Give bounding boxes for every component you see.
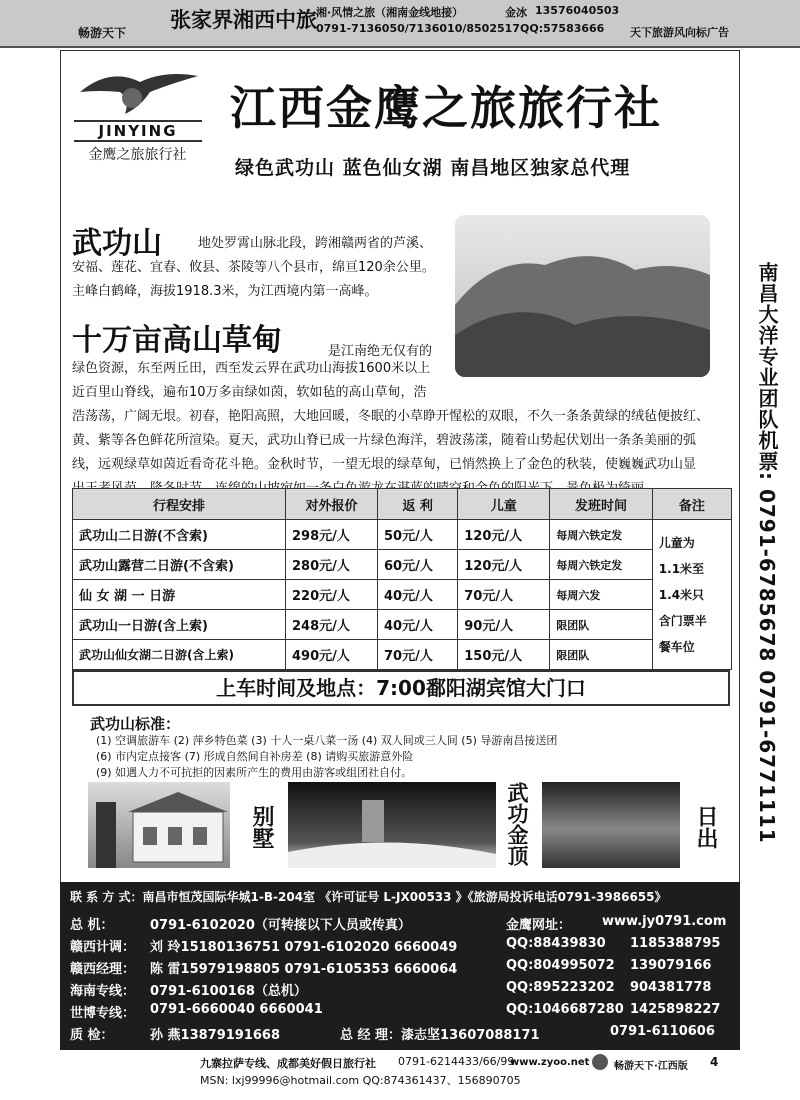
cell: 150元/人 (458, 640, 550, 670)
page-number: 4 (710, 1055, 719, 1069)
top-agency-name: 张家界湘西中旅 (170, 8, 317, 32)
contact-c: www.jy0791.com (602, 914, 727, 929)
contact-c: 1185388795 (630, 936, 721, 951)
col-header: 返 利 (378, 489, 458, 520)
footer-line1: 九寨拉萨专线、成都美好假日旅行社 (200, 1057, 376, 1070)
sunrise-photo (542, 782, 680, 868)
cell: 武功山露营二日游(不含索) (73, 550, 286, 580)
villa-label: 别墅 (249, 805, 274, 849)
meadow-line: 线，远观绿草如茵近看奇花斗艳。金秋时节，一望无垠的绿草甸，已悄然换上了金色的秋装，使巍巍武功山显 (72, 457, 697, 472)
cell: 70元/人 (378, 640, 458, 670)
table-row (73, 610, 732, 640)
contact-c: 1425898227 (630, 1002, 721, 1017)
summit-label: 武功金顶 (505, 782, 529, 866)
top-phones: 0791-7136050/7136010/8502517 (316, 22, 520, 35)
footer-logo-icon (592, 1054, 608, 1070)
meadow-body (72, 357, 737, 501)
footer-phone: 0791-6214433/66/99 (398, 1055, 515, 1068)
contact-block (60, 882, 740, 1050)
page-subtitle: 绿色武功山 蓝色仙女湖 南昌地区独家总代理 (235, 157, 631, 179)
standard-line: (6) 市内定点接客 (7) 形成自然间自补房差 (8) 请购买旅游意外险 (96, 750, 414, 763)
col-header: 备注 (652, 489, 731, 520)
cell: 每周六发 (550, 580, 653, 610)
cell: 60元/人 (378, 550, 458, 580)
contact-b: QQ:88439830 (506, 936, 606, 951)
cell: 490元/人 (286, 640, 378, 670)
cell: 220元/人 (286, 580, 378, 610)
meadow-lead: 是江南绝无仅有的 (328, 344, 433, 359)
contact-label: 赣西计调： (70, 940, 136, 955)
contact-b: QQ:895223202 (506, 980, 615, 995)
contact-b: 金鹰网址： (506, 918, 572, 933)
top-left-tag: 畅游天下 (78, 26, 127, 40)
contact-b: 总 经 理：漆志坚13607088171 (340, 1028, 540, 1043)
cell: 248元/人 (286, 610, 378, 640)
mountain-photo (455, 215, 710, 377)
summit-graphic (288, 782, 496, 868)
wugong-text-3: 主峰白鹤峰，海拔1918.3米，为江西境内第一高峰。 (72, 284, 378, 299)
logo-brand-cn: 金鹰之旅旅行社 (88, 147, 187, 163)
contact-b: QQ:804995072 (506, 958, 615, 973)
col-header: 发班时间 (550, 489, 653, 520)
contact-c: 904381778 (630, 980, 712, 995)
contact-label: 质 检： (70, 1028, 114, 1043)
contact-label: 赣西经理： (70, 962, 136, 977)
table-header-row (73, 489, 732, 520)
contact-a: 0791-6102020（可转接以下人员或传真） (150, 918, 411, 933)
note-line: 含门票半 (658, 613, 707, 628)
top-line1: 湘·风情之旅（湘南金线地接） (316, 6, 464, 19)
standards-list (96, 733, 557, 781)
footer-msn: MSN: lxj99996@hotmail.com QQ:874361437、156890705 (200, 1074, 521, 1087)
cell: 280元/人 (286, 550, 378, 580)
footer-brand: 畅游天下·江西版 (614, 1061, 688, 1072)
footer-site: www.zyoo.net (510, 1057, 590, 1068)
contact-c: 139079166 (630, 958, 712, 973)
eagle-icon (70, 62, 205, 122)
meadow-line: 黄、紫等各色鲜花所渲染。夏天，武功山脊已成一片绿色海洋，碧波荡漾，随着山势起伏划出一条条美丽的弧 (72, 433, 697, 448)
contact-a: 0791-6100168（总机） (150, 984, 307, 999)
contact-label: 世博专线： (70, 1006, 136, 1021)
col-header: 儿童 (458, 489, 550, 520)
cell: 70元/人 (458, 580, 550, 610)
logo (70, 62, 205, 162)
contact-c: 0791-6110606 (610, 1024, 715, 1039)
wugong-text-2: 安福、莲花、宜春、攸县、茶陵等八个县市，绵亘120余公里。 (72, 260, 435, 275)
cell: 40元/人 (378, 580, 458, 610)
top-banner (0, 0, 800, 48)
note-cell (652, 520, 731, 670)
cell: 40元/人 (378, 610, 458, 640)
cell: 仙 女 湖 一 日游 (73, 580, 286, 610)
meadow-heading: 十万亩高山草甸 (72, 323, 282, 358)
col-header: 对外报价 (286, 489, 378, 520)
col-header: 行程安排 (73, 489, 286, 520)
standards-heading: 武功山标准： (90, 715, 181, 733)
mountain-graphic (455, 215, 710, 377)
note-line: 餐车位 (658, 639, 695, 654)
top-contact-phone: 13576040503 (535, 4, 620, 17)
standard-line: (1) 空调旅游车 (2) 萍乡特色菜 (3) 十人一桌八菜一汤 (4) 双人间或三人间 (5) 导游南昌接送团 (96, 734, 558, 747)
table-row (73, 520, 732, 550)
top-right-tag: 天下旅游风向标广告 (630, 26, 729, 39)
cell: 每周六铁定发 (550, 520, 653, 550)
cell: 限团队 (550, 610, 653, 640)
contact-a: 0791-6660040 6660041 (150, 1002, 323, 1017)
note-line: 1.1米至 (658, 561, 705, 576)
table-row (73, 550, 732, 580)
meadow-line: 绿色资源，东至两丘田，西至发云界在武功山海拔1600米以上 (72, 361, 431, 376)
summit-photo (288, 782, 496, 868)
note-line: 儿童为 (658, 535, 695, 550)
cell: 298元/人 (286, 520, 378, 550)
wugong-heading: 武功山 (72, 226, 162, 261)
contact-address: 联 系 方 式：南昌市恒茂国际华城1-B-204室 《许可证号 L-JX00533 》《旅游局投诉电话0791-3986655》 (70, 890, 667, 904)
contact-a: 刘 玲15180136751 0791-6102020 6660049 (150, 940, 458, 955)
cell: 90元/人 (458, 610, 550, 640)
cell: 每周六铁定发 (550, 550, 653, 580)
contact-label: 总 机： (70, 918, 114, 933)
top-contact-name: 金冰 (505, 6, 527, 19)
wugong-text-1: 地处罗霄山脉北段，跨湘赣两省的芦溪、 (198, 236, 433, 251)
side-ad: 南昌大洋专业团队机票: 0791-6785678 0791-6771111 (755, 262, 779, 844)
meadow-line: 近百里山脊线，遍布10万多亩绿如茵，软如毡的高山草甸，浩 (72, 385, 427, 400)
note-line: 1.4米只 (658, 587, 705, 602)
table-row (73, 640, 732, 670)
contact-b: QQ:1046687280 (506, 1002, 624, 1017)
cell: 武功山仙女湖二日游(含上索) (73, 640, 286, 670)
contact-a: 陈 雷15979198805 0791-6105353 6660064 (150, 962, 458, 977)
cell: 120元/人 (458, 520, 550, 550)
itinerary-table (72, 488, 732, 670)
villa-photo (88, 782, 230, 868)
table-row (73, 580, 732, 610)
logo-brand-en: JINYING (74, 120, 202, 142)
meadow-line: 浩荡荡，广阔无垠。初春，艳阳高照，大地回暖，冬眠的小草睁开惺松的双眼，不久一条条黄绿的绒毡便披红、 (72, 409, 710, 424)
villa-graphic (88, 782, 230, 868)
page-title: 江西金鹰之旅旅行社 (230, 81, 662, 135)
cell: 武功山二日游(不含索) (73, 520, 286, 550)
cell: 50元/人 (378, 520, 458, 550)
sunrise-label: 日出 (693, 805, 718, 849)
standard-line: (9) 如遇人力不可抗拒的因素所产生的费用由游客或组团社自付。 (96, 766, 413, 779)
contact-label: 海南专线： (70, 984, 136, 999)
top-qq: QQ:57583666 (520, 22, 605, 35)
cell: 武功山一日游(含上索) (73, 610, 286, 640)
departure-banner: 上车时间及地点：7:00鄱阳湖宾馆大门口 (72, 670, 730, 706)
cell: 限团队 (550, 640, 653, 670)
cell: 120元/人 (458, 550, 550, 580)
contact-a: 孙 燕13879191668 (150, 1028, 281, 1043)
